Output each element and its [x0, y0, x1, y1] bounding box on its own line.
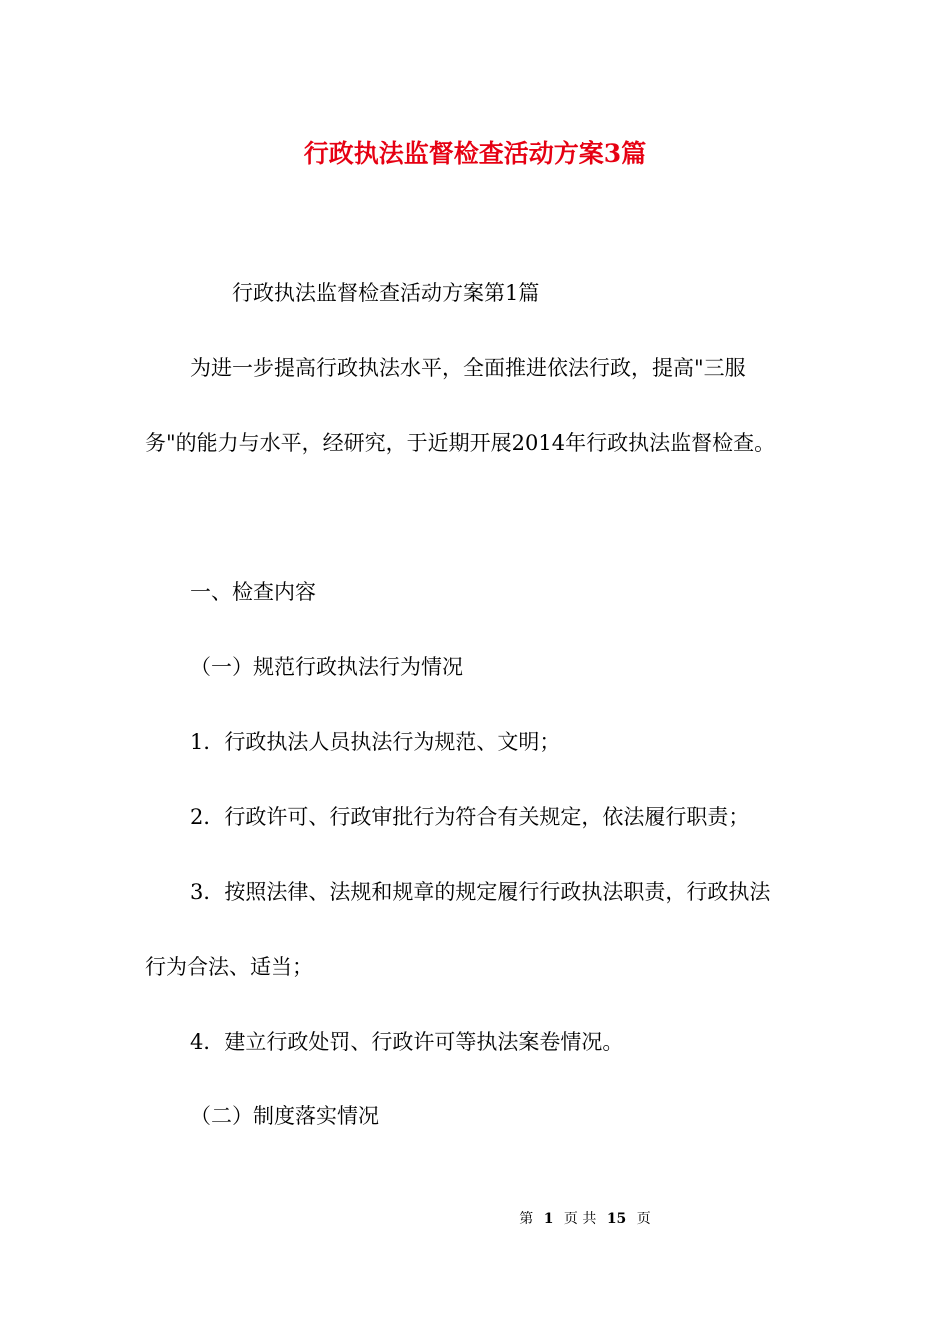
subtitle-line: 行政执法监督检查活动方案第1篇: [232, 281, 540, 305]
list-item-3-line-1: 3．按照法律、法规和规章的规定履行行政执法职责，行政执法: [190, 880, 771, 904]
footer-suffix: 页: [636, 1211, 651, 1227]
subsection-heading-1: （一）规范行政执法行为情况: [190, 655, 463, 679]
page-footer: [0, 1208, 950, 1230]
list-item-2: 2．行政许可、行政审批行为符合有关规定，依法履行职责；: [190, 805, 750, 829]
list-item-3-line-2: 行为合法、适当；: [145, 955, 313, 979]
footer-total-pages: 15: [606, 1211, 627, 1227]
list-item-4: 4．建立行政处罚、行政许可等执法案卷情况。: [190, 1030, 624, 1054]
document-title: 行政执法监督检查活动方案3篇: [303, 139, 647, 168]
intro-line-1: 为进一步提高行政执法水平，全面推进依法行政，提高"三服: [190, 356, 746, 380]
footer-middle: 页 共: [563, 1211, 597, 1227]
list-item-1: 1．行政执法人员执法行为规范、文明；: [190, 730, 561, 754]
intro-line-2: 务"的能力与水平，经研究，于近期开展2014年行政执法监督检查。: [145, 431, 776, 455]
subsection-heading-2: （二）制度落实情况: [190, 1104, 379, 1128]
footer-page-number: 1: [543, 1211, 554, 1227]
footer-prefix: 第: [519, 1211, 534, 1227]
section-heading-1: 一、检查内容: [190, 580, 316, 604]
